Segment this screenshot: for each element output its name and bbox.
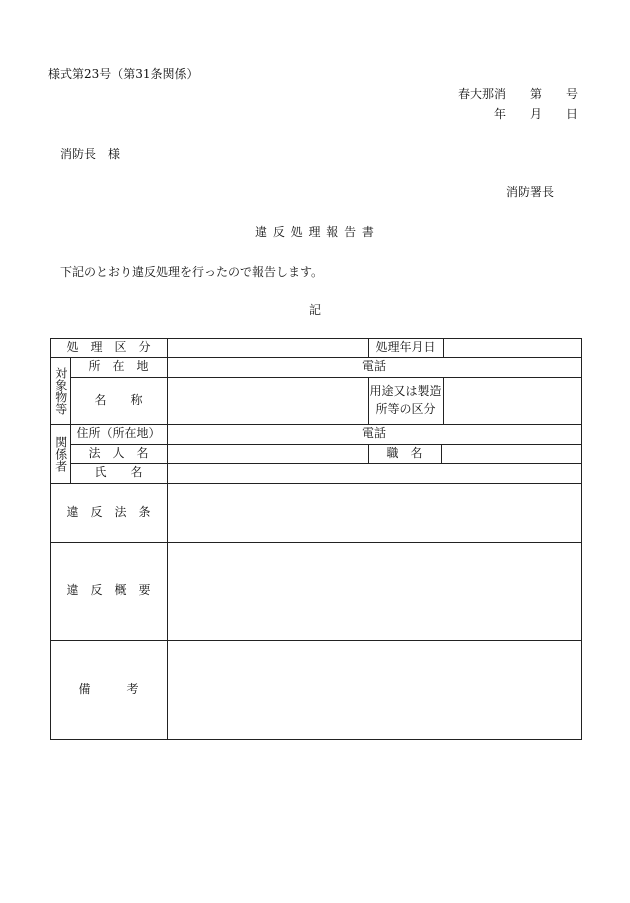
yoto-text: 用途又は製造所等の区分 (369, 384, 442, 416)
intro-text: 下記のとおり違反処理を行ったので報告します。 (60, 265, 324, 279)
date-line: 年 月 日 (493, 107, 578, 121)
denwa-label-1: 電話 (361, 359, 386, 374)
hojinmei-label: 法 人 名 (88, 445, 149, 460)
issuer: 消防署長 (505, 185, 554, 199)
ki-label: 記 (308, 303, 321, 317)
denwa-label-2: 電話 (361, 426, 386, 441)
kankeisha-label: 関係者 (53, 435, 68, 472)
taisho-label: 対象物等 (53, 366, 68, 415)
shimei-label: 氏 名 (94, 465, 143, 480)
biko-label: 備 考 (78, 681, 139, 696)
shokumei-label: 職 名 (386, 445, 423, 460)
yoto-label (368, 377, 443, 424)
shozaichi-label: 所 在 地 (88, 359, 149, 374)
document-title: 違 反 処 理 報 告 書 (255, 225, 375, 239)
document-number: 春大那消 第 号 (457, 87, 578, 101)
ihan-hojo-label: 違 反 法 条 (66, 504, 151, 519)
addressee: 消防長 様 (60, 147, 121, 161)
jusho-label: 住所（所在地） (76, 426, 161, 441)
ihan-gaiyo-label: 違 反 概 要 (66, 583, 151, 598)
shori-date-label: 処理年月日 (375, 339, 436, 354)
meisho-label: 名 称 (94, 392, 143, 407)
form-number: 様式第23号（第31条関係） (48, 67, 199, 81)
shori-kubun-label: 処 理 区 分 (66, 339, 151, 354)
